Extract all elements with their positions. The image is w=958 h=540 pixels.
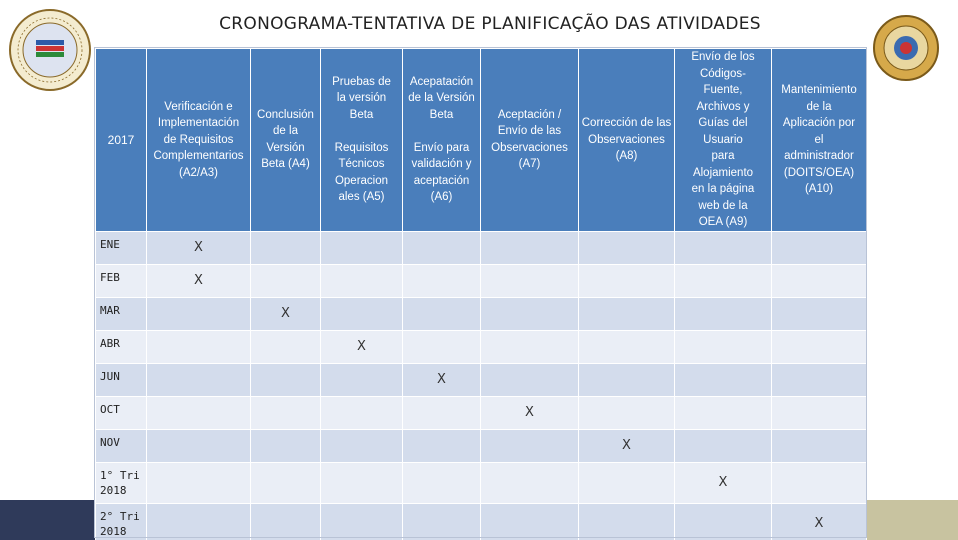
column-header-line: en la página	[691, 183, 755, 195]
schedule-cell	[403, 231, 481, 264]
period-label: MAR	[100, 303, 120, 317]
column-header-line: aceptación	[413, 174, 470, 187]
schedule-cell	[321, 297, 403, 330]
schedule-mark-cell: X	[579, 429, 675, 462]
column-header-line: Verificación e	[164, 100, 233, 113]
column-header-line: Beta	[429, 108, 454, 121]
table-row	[96, 396, 867, 429]
column-header-line: web de la	[698, 199, 748, 212]
period-label: ENE	[100, 237, 120, 251]
column-header-line: Observaciones	[588, 133, 665, 146]
period-cell	[96, 231, 147, 264]
schedule-cell	[403, 429, 481, 462]
column-header-line: (A8)	[615, 150, 638, 162]
period-cell	[96, 330, 147, 363]
period-label: NOV	[100, 435, 120, 449]
schedule-cell	[403, 330, 481, 363]
column-header-line: (A7)	[518, 158, 541, 171]
schedule-cell	[481, 231, 579, 264]
footer-bar-right	[866, 500, 958, 540]
schedule-cell	[675, 429, 772, 462]
column-header-line: Operacion	[334, 174, 389, 187]
schedule-cell	[772, 396, 867, 429]
column-header-line: Envío para	[413, 141, 470, 154]
schedule-cell	[403, 396, 481, 429]
column-header-line: Observaciones	[491, 141, 568, 154]
column-header-line	[405, 123, 478, 140]
oas-seal-icon	[8, 8, 92, 92]
column-header-line: el	[814, 133, 824, 146]
schedule-cell	[403, 462, 481, 503]
column-header-line: OEA (A9)	[698, 216, 748, 228]
period-label: 2° Tri	[100, 509, 140, 523]
table-row	[96, 231, 867, 264]
column-header-line: (DOITS/OEA)	[783, 166, 855, 179]
schedule-mark-cell: X	[675, 462, 772, 503]
schedule-cell	[321, 503, 403, 540]
schedule-table	[95, 48, 867, 540]
schedule-cell	[147, 429, 251, 462]
column-header-line: de la	[806, 100, 832, 113]
column-header-line: Aceptación /	[497, 108, 562, 121]
period-label: 1° Tri	[100, 468, 140, 482]
table-row	[96, 363, 867, 396]
schedule-cell	[321, 264, 403, 297]
schedule-cell	[481, 264, 579, 297]
oas-emblem-icon	[872, 14, 940, 82]
schedule-cell	[147, 462, 251, 503]
schedule-cell	[321, 363, 403, 396]
schedule-cell	[579, 297, 675, 330]
column-header-line: Pruebas de	[332, 75, 391, 88]
period-label: OCT	[100, 402, 120, 416]
schedule-cell	[772, 330, 867, 363]
schedule-cell	[403, 264, 481, 297]
schedule-cell	[675, 231, 772, 264]
schedule-cell	[579, 363, 675, 396]
column-header-line: Mantenimiento	[781, 84, 857, 96]
schedule-cell	[772, 297, 867, 330]
column-header	[321, 49, 403, 232]
column-header	[772, 49, 867, 232]
schedule-mark-cell: X	[147, 264, 251, 297]
year-header: 2017	[96, 49, 147, 232]
schedule-mark-cell: X	[251, 297, 321, 330]
column-header-line: Implementación	[157, 117, 240, 129]
column-header-line: Archivos y	[696, 100, 750, 113]
schedule-mark-cell: X	[403, 363, 481, 396]
column-header-line: de la Versión	[408, 92, 475, 105]
schedule-cell	[321, 396, 403, 429]
column-header-line: la versión	[336, 92, 387, 105]
column-header-line: Códigos-	[699, 67, 747, 80]
column-header-line: Beta	[349, 108, 374, 121]
schedule-cell	[481, 363, 579, 396]
schedule-mark-cell: X	[147, 231, 251, 264]
column-header-line: Complementarios	[153, 150, 244, 162]
column-header-line	[323, 123, 400, 140]
schedule-cell	[579, 396, 675, 429]
period-cell	[96, 297, 147, 330]
schedule-cell	[321, 231, 403, 264]
table-row	[96, 264, 867, 297]
column-header-line: Corrección de las	[581, 117, 672, 129]
column-header-line: Requisitos	[334, 141, 389, 154]
schedule-mark-cell: X	[772, 503, 867, 540]
schedule-cell	[147, 363, 251, 396]
schedule-cell	[481, 503, 579, 540]
schedule-cell	[481, 429, 579, 462]
schedule-cell	[147, 330, 251, 363]
column-header-line: validación y	[411, 158, 472, 171]
schedule-cell	[579, 462, 675, 503]
schedule-cell	[772, 363, 867, 396]
schedule-cell	[251, 503, 321, 540]
column-header	[481, 49, 579, 232]
column-header-line: (A6)	[430, 191, 453, 204]
column-header-line: Técnicos	[338, 158, 385, 171]
period-cell	[96, 396, 147, 429]
schedule-cell	[772, 429, 867, 462]
schedule-cell	[251, 231, 321, 264]
schedule-cell	[251, 429, 321, 462]
column-header-line: ales (A5)	[338, 191, 385, 204]
schedule-cell	[579, 264, 675, 297]
schedule-cell	[251, 363, 321, 396]
schedule-cell	[675, 396, 772, 429]
table-row	[96, 429, 867, 462]
column-header-line: de la	[273, 125, 298, 138]
schedule-cell	[403, 503, 481, 540]
period-cell	[96, 264, 147, 297]
schedule-cell	[481, 297, 579, 330]
schedule-cell	[251, 462, 321, 503]
column-header	[403, 49, 481, 232]
schedule-cell	[675, 264, 772, 297]
page-title: CRONOGRAMA-TENTATIVA DE PLANIFICAÇÃO DAS ATIVIDADES	[219, 14, 761, 34]
period-label: FEB	[100, 270, 120, 284]
header-row	[96, 49, 867, 232]
schedule-cell	[772, 462, 867, 503]
table-row	[96, 462, 867, 503]
schedule-cell	[251, 330, 321, 363]
schedule-cell	[481, 462, 579, 503]
column-header-line: Aplicación por	[782, 117, 856, 129]
column-header	[579, 49, 675, 232]
period-label: ABR	[100, 336, 120, 350]
table-row	[96, 297, 867, 330]
schedule-cell	[675, 330, 772, 363]
schedule-cell	[579, 330, 675, 363]
column-header-line: Alojamiento	[692, 166, 754, 179]
schedule-cell	[772, 231, 867, 264]
period-cell	[96, 462, 147, 503]
column-header-line: Beta (A4)	[261, 158, 310, 171]
schedule-cell	[251, 396, 321, 429]
column-header-line: Usuario	[703, 133, 743, 146]
column-header-line: Fuente,	[703, 84, 743, 96]
schedule-cell	[147, 396, 251, 429]
schedule-cell	[579, 503, 675, 540]
schedule-cell	[675, 297, 772, 330]
footer-bar-left	[0, 500, 95, 540]
column-header-line: Versión	[266, 141, 305, 154]
column-header-line: Acepatación	[409, 75, 474, 88]
schedule-cell	[147, 503, 251, 540]
table-row	[96, 330, 867, 363]
column-header-line: administrador	[784, 150, 854, 162]
column-header	[147, 49, 251, 232]
schedule-cell	[403, 297, 481, 330]
schedule-cell	[675, 503, 772, 540]
schedule-cell	[675, 363, 772, 396]
period-cell	[96, 429, 147, 462]
period-label: 2018	[100, 524, 127, 538]
schedule-cell	[579, 231, 675, 264]
column-header-line: Envío de las	[497, 125, 562, 138]
column-header-line: de Requisitos	[163, 133, 234, 146]
schedule-cell	[481, 330, 579, 363]
column-header-line: (A2/A3)	[179, 166, 218, 179]
schedule-mark-cell: X	[481, 396, 579, 429]
table-row	[96, 503, 867, 540]
column-header	[251, 49, 321, 232]
period-label: 2018	[100, 483, 127, 497]
period-cell	[96, 363, 147, 396]
column-header-line: para	[711, 150, 735, 162]
column-header-line: Envío de los	[691, 51, 755, 63]
schedule-cell	[147, 297, 251, 330]
period-cell	[96, 503, 147, 540]
schedule-cell	[321, 429, 403, 462]
schedule-cell	[251, 264, 321, 297]
schedule-mark-cell: X	[321, 330, 403, 363]
column-header	[675, 49, 772, 232]
period-label: JUN	[100, 369, 120, 383]
schedule-cell	[772, 264, 867, 297]
column-header-line: (A10)	[804, 183, 834, 195]
schedule-cell	[321, 462, 403, 503]
column-header-line: Conclusión	[257, 108, 314, 121]
column-header-line: Guías del	[698, 117, 748, 129]
